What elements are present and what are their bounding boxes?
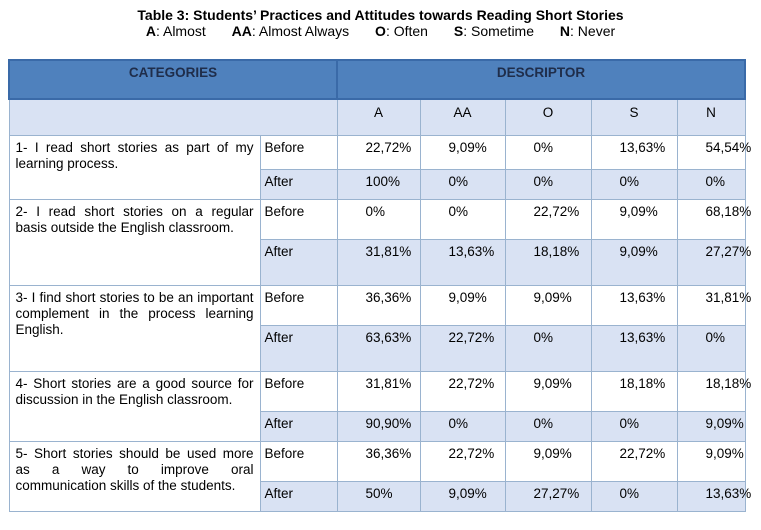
after-value-cell: 63,63%	[337, 326, 420, 372]
column-header-aa: AA	[420, 99, 505, 136]
after-value-cell: 13,63%	[591, 326, 677, 372]
after-value-cell: 0%	[505, 412, 591, 442]
phase-after-label: After	[260, 170, 337, 200]
after-value-cell: 27,27%	[505, 482, 591, 512]
after-value-cell: 0%	[420, 170, 505, 200]
after-value-cell: 13,63%	[420, 240, 505, 286]
categories-header: CATEGORIES	[9, 60, 337, 99]
after-value-cell: 18,18%	[505, 240, 591, 286]
subheader-blank	[9, 99, 337, 136]
before-value-cell: 0%	[420, 200, 505, 240]
after-value-cell: 31,81%	[337, 240, 420, 286]
after-value-cell: 0%	[677, 326, 745, 372]
phase-after-label: After	[260, 482, 337, 512]
descriptor-header: DESCRIPTOR	[337, 60, 745, 99]
before-value-cell: 22,72%	[420, 442, 505, 482]
column-header-n: N	[677, 99, 745, 136]
category-cell: 5- Short stories should be used more as a way to improve oral communication skills of the students.	[9, 442, 260, 512]
before-value-cell: 18,18%	[591, 372, 677, 412]
after-value-cell: 100%	[337, 170, 420, 200]
table-row	[9, 136, 745, 170]
after-value-cell: 0%	[591, 170, 677, 200]
table-row	[9, 200, 745, 240]
after-value-cell: 0%	[505, 326, 591, 372]
before-value-cell: 68,18%	[677, 200, 745, 240]
legend-label: : Almost Always	[251, 23, 350, 39]
before-value-cell: 18,18%	[677, 372, 745, 412]
legend-label: : Sometime	[463, 23, 535, 39]
before-value-cell: 0%	[337, 200, 420, 240]
header-row	[9, 60, 745, 99]
before-value-cell: 36,36%	[337, 286, 420, 326]
phase-before-label: Before	[260, 200, 337, 240]
phase-after-label: After	[260, 326, 337, 372]
category-cell: 4- Short stories are a good source for discussion in the English classroom.	[9, 372, 260, 442]
after-value-cell: 0%	[420, 412, 505, 442]
after-value-cell: 22,72%	[420, 326, 505, 372]
phase-before-label: Before	[260, 136, 337, 170]
after-value-cell: 90,90%	[337, 412, 420, 442]
before-value-cell: 31,81%	[337, 372, 420, 412]
column-header-o: O	[505, 99, 591, 136]
category-cell: 1- I read short stories as part of my learning process.	[9, 136, 260, 200]
after-value-cell: 0%	[505, 170, 591, 200]
before-value-cell: 13,63%	[591, 136, 677, 170]
results-table	[8, 59, 752, 512]
after-value-cell: 0%	[677, 170, 745, 200]
before-value-cell: 22,72%	[337, 136, 420, 170]
before-value-cell: 22,72%	[420, 372, 505, 412]
column-header-s: S	[591, 99, 677, 136]
after-value-cell: 0%	[591, 412, 677, 442]
after-value-cell: 9,09%	[591, 240, 677, 286]
legend-key: A	[145, 23, 156, 39]
after-value-cell: 9,09%	[420, 482, 505, 512]
phase-before-label: Before	[260, 286, 337, 326]
before-value-cell: 31,81%	[677, 286, 745, 326]
table-row	[9, 372, 745, 412]
before-value-cell: 9,09%	[505, 372, 591, 412]
after-value-cell: 50%	[337, 482, 420, 512]
after-value-cell: 13,63%	[677, 482, 745, 512]
phase-after-label: After	[260, 240, 337, 286]
legend-label: : Never	[570, 23, 616, 39]
phase-after-label: After	[260, 412, 337, 442]
phase-before-label: Before	[260, 372, 337, 412]
phase-before-label: Before	[260, 442, 337, 482]
before-value-cell: 9,09%	[420, 136, 505, 170]
legend	[0, 23, 761, 39]
legend-key: AA	[231, 23, 252, 39]
before-value-cell: 54,54%	[677, 136, 745, 170]
after-value-cell: 0%	[591, 482, 677, 512]
category-cell: 3- I find short stories to be an important complement in the process learning English.	[9, 286, 260, 372]
legend-key: N	[559, 23, 571, 39]
legend-key: S	[453, 23, 464, 39]
before-value-cell: 9,09%	[505, 286, 591, 326]
before-value-cell: 9,09%	[677, 442, 745, 482]
category-cell: 2- I read short stories on a regular basis outside the English classroom.	[9, 200, 260, 286]
before-value-cell: 22,72%	[505, 200, 591, 240]
before-value-cell: 36,36%	[337, 442, 420, 482]
before-value-cell: 0%	[505, 136, 591, 170]
legend-key: O	[375, 23, 386, 39]
table-row	[9, 286, 745, 326]
column-subheader-row	[9, 99, 745, 136]
before-value-cell: 9,09%	[591, 200, 677, 240]
before-value-cell: 9,09%	[420, 286, 505, 326]
column-header-a: A	[337, 99, 420, 136]
before-value-cell: 9,09%	[505, 442, 591, 482]
after-value-cell: 27,27%	[677, 240, 745, 286]
legend-label: : Almost	[155, 23, 206, 39]
table-title: Table 3: Students’ Practices and Attitudes towards Reading Short Stories	[137, 7, 624, 23]
table-row	[9, 442, 745, 482]
after-value-cell: 9,09%	[677, 412, 745, 442]
legend-label: : Often	[385, 23, 428, 39]
before-value-cell: 13,63%	[591, 286, 677, 326]
before-value-cell: 22,72%	[591, 442, 677, 482]
